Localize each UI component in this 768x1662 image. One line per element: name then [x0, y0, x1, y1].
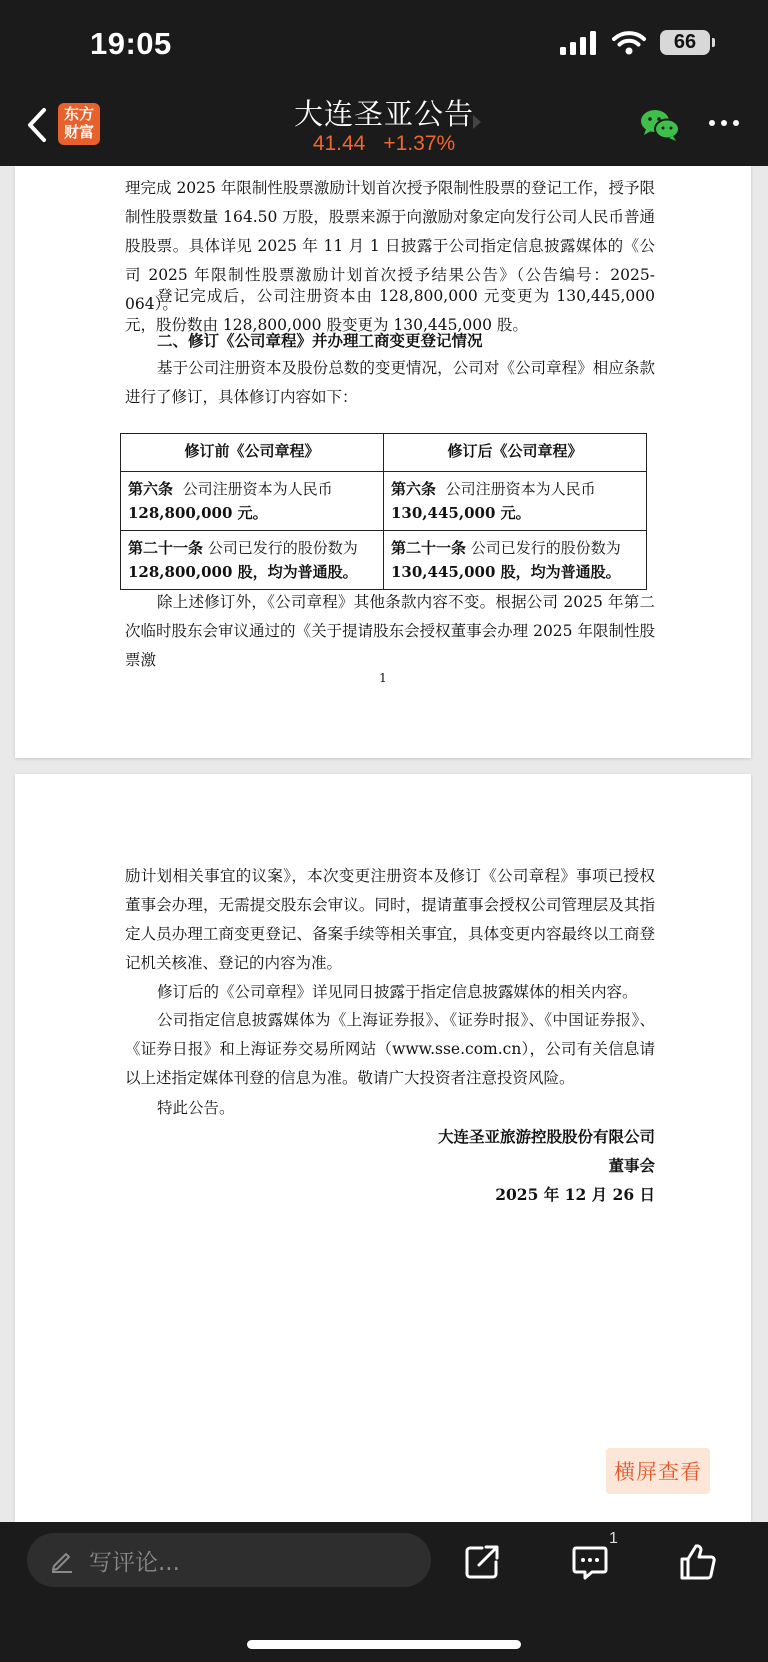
revision-table: [120, 433, 647, 590]
like-icon[interactable]: [678, 1542, 718, 1582]
table-cell: 第二十一条 公司已发行的股份数为 130,445,000 股，均为普通股。: [384, 531, 647, 590]
comment-count-badge: 1: [609, 1530, 618, 1547]
page-number: 1: [379, 671, 387, 685]
paragraph: 登记完成后，公司注册资本由 128,800,000 元变更为 130,445,000 元，股份数由 128,800,000 股变更为 130,445,000 股。: [125, 287, 655, 334]
battery-indicator: 66: [660, 30, 710, 55]
table-row: [121, 472, 647, 531]
comments-icon[interactable]: [570, 1542, 610, 1582]
signature-company: 大连圣亚旅游控股股份有限公司: [437, 1127, 655, 1146]
comment-input[interactable]: [27, 1533, 431, 1587]
table-row: [121, 531, 647, 590]
bottom-bar: [0, 1522, 768, 1662]
paragraph: 公司指定信息披露媒体为《上海证券报》、《证券时报》、《中国证券报》、《证券日报》和上海证券交易所网站（www.sse.com.cn），公司有关信息请以上述指定媒体刊登的信息为准。敬请广大投资者注意投资风险。: [125, 1011, 655, 1087]
signature-date: 2025 年 12 月 26 日: [495, 1185, 655, 1204]
pencil-icon: [49, 1547, 75, 1573]
table-cell: 第二十一条 公司已发行的股份数为 128,800,000 股，均为普通股。: [121, 531, 384, 590]
document-page-1: [15, 166, 751, 758]
paragraph: 修订后的《公司章程》详见同日披露于指定信息披露媒体的相关内容。: [157, 983, 638, 1001]
table-cell: 第六条 公司注册资本为人民币 130,445,000 元。: [384, 472, 647, 531]
wechat-share-icon[interactable]: [640, 108, 680, 142]
wifi-icon: [612, 30, 646, 55]
more-options-icon[interactable]: [706, 115, 742, 131]
paragraph: 基于公司注册资本及股份总数的变更情况，公司对《公司章程》相应条款进行了修订，具体修订内容如下：: [125, 359, 655, 406]
status-time: 19:05: [90, 26, 172, 61]
paragraph: 特此公告。: [157, 1099, 235, 1117]
table-header-row: [121, 434, 647, 472]
paragraph: 除上述修订外，《公司章程》其他条款内容不变。根据公司 2025 年第二次临时股东会审议通过的《关于提请股东会授权董事会办理 2025 年限制性股票激: [125, 593, 655, 669]
app-logo: 东方 财富: [58, 103, 100, 145]
table-header-before: 修订前《公司章程》: [121, 434, 384, 472]
share-icon[interactable]: [462, 1542, 502, 1582]
signature-board: 董事会: [608, 1156, 655, 1175]
page-title: 大连圣亚公告: [293, 99, 474, 131]
paragraph: 励计划相关事宜的议案》，本次变更注册资本及修订《公司章程》事项已授权董事会办理，无需提交股东会审议。同时，提请董事会授权公司管理层及其指定人员办理工商变更登记、备案手续等相关事宜，具体变更内容最终以工商登记机关核准、登记的内容为准。: [125, 867, 655, 972]
table-cell: 第六条 公司注册资本为人民币 128,800,000 元。: [121, 472, 384, 531]
title-caret-icon: [473, 115, 481, 129]
landscape-view-button[interactable]: 横屏查看: [606, 1448, 710, 1494]
stock-change: +1.37%: [383, 132, 456, 155]
section-heading: 二、修订《公司章程》并办理工商变更登记情况: [157, 331, 483, 350]
table-header-after: 修订后《公司章程》: [384, 434, 647, 472]
stock-price: 41.44: [312, 132, 366, 155]
paragraph: 理完成 2025 年限制性股票激励计划首次授予限制性股票的登记工作，授予限制性股票数量 164.50 万股，股票来源于向激励对象定向发行公司人民币普通股股票。具体详见 2025 年 11 月 1 日披露于公司指定信息披露媒体的《公司 2025 年限制性股票激励计划首次授予结果公告》（公告编号：2025-064）。: [125, 179, 655, 313]
status-icons: [560, 30, 710, 55]
comment-placeholder: 写评论...: [89, 1549, 180, 1576]
top-bar: [0, 0, 768, 166]
cellular-signal-icon: [560, 31, 598, 55]
home-indicator[interactable]: [247, 1640, 521, 1649]
document-page-2: [15, 774, 751, 1522]
